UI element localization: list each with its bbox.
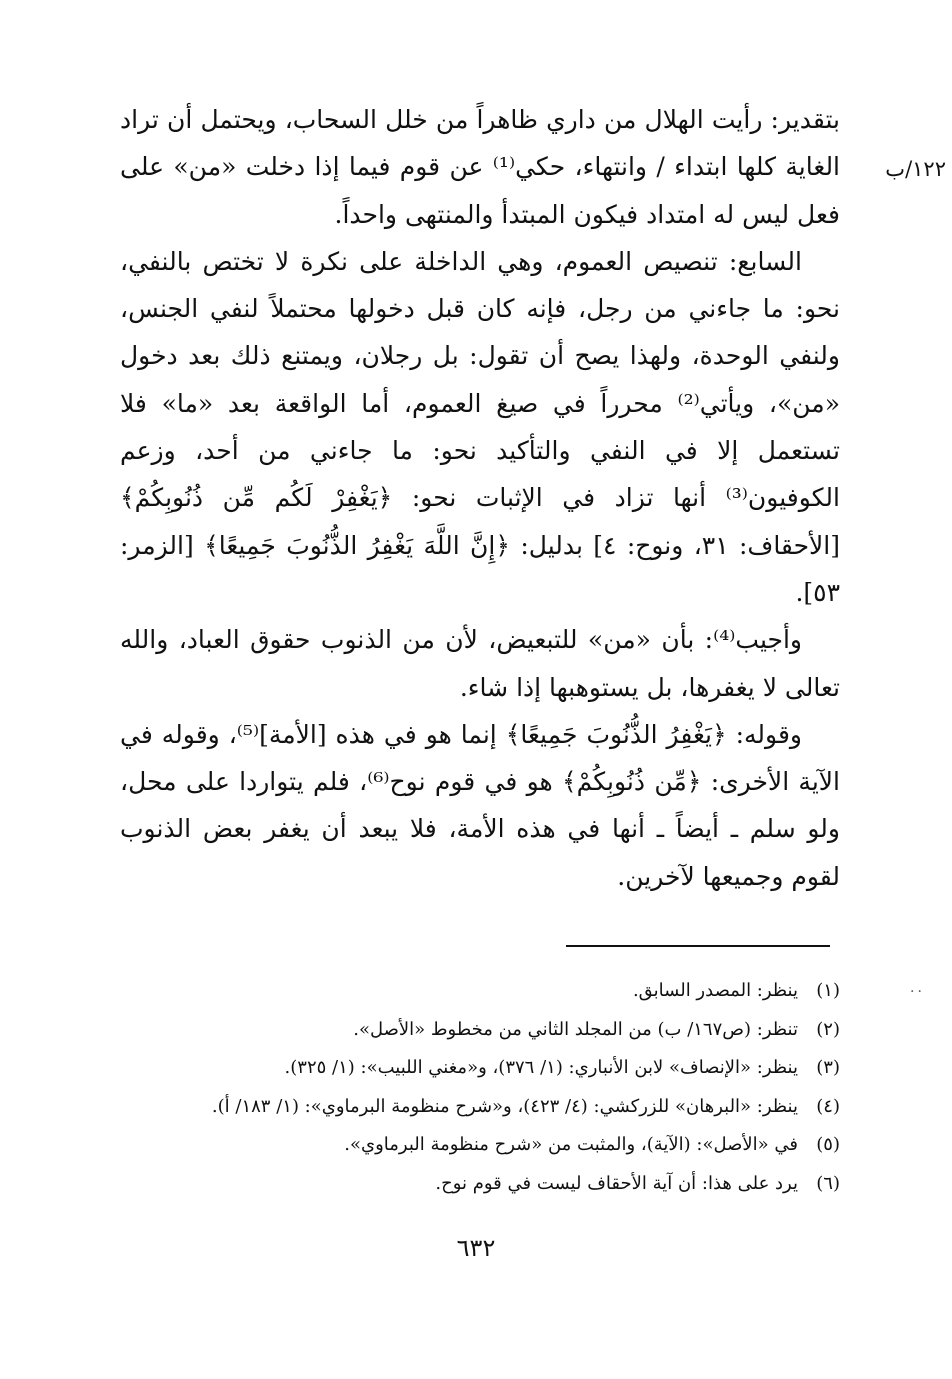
- page-number: ٦٣٢: [456, 1234, 496, 1262]
- footnote-text: ينظر: «البرهان» للزركشي: (٤/ ٤٢٣)، و«شرح منظومة البرماوي»: (١/ ١٨٣/ أ).: [211, 1095, 798, 1117]
- footnote-divider: [566, 945, 830, 947]
- paragraph-3: وأجيب⁽⁴⁾: بأن «من» للتبعيض، لأن من الذنوب حقوق العباد، والله تعالى لا يغفرها، بل يستوهبها إذا شاء.: [120, 625, 840, 702]
- footnote-number: (٥): [816, 1134, 840, 1155]
- footnote-2: [120, 1011, 840, 1050]
- paragraph-1: بتقدير: رأيت الهلال من داري ظاهراً من خلل السحاب، ويحتمل أن تراد الغاية كلها ابتداء / وانتهاء، حكي⁽¹⁾ عن قوم فيما إذا دخلت «من» على فعل ليس له امتداد فيكون المبتدأ والمنتهى واحداً.: [120, 105, 841, 229]
- footnote-5: [120, 1126, 840, 1165]
- footnote-text: يرد على هذا: أن آية الأحقاف ليست في قوم نوح.: [435, 1172, 798, 1194]
- footnote-number: (٢): [816, 1018, 840, 1040]
- footnote-text: ينظر: «الإنصاف» لابن الأنباري: (١/ ٣٧٦)، و«مغني اللبيب»: (١/ ٣٢٥).: [284, 1057, 798, 1078]
- paragraph-2: السابع: تنصيص العموم، وهي الداخلة على نكرة لا تختص بالنفي، نحو: ما جاءني من رجل، فإنه كان قبل دخولها محتملاً لنفي الجنس، ولنفي الوحدة، ولهذا يصح أن تقول: بل رجلان، ويمتنع ذلك بعد دخول «من»، ويأتي⁽²⁾ محرراً في صيغ العموم، أما الواقعة بعد «ما» فلا تستعمل إلا في النفي والتأكيد نحو: ما جاءني من أحد، وزعم الكوفيون⁽³⁾ أنها تزاد في الإثبات نحو: ﴿يَغْفِرْ لَكُم مِّن ذُنُوبِكُمْ﴾ [الأحقاف: ٣١، ونوح: ٤] بدليل: ﴿إِنَّ اللَّهَ يَغْفِرُ الذُّنُوبَ جَمِيعًا﴾ [الزمر: ٥٣].: [120, 246, 840, 607]
- footnote-text: في «الأصل»: (الآية)، والمثبت من «شرح منظومة البرماوي».: [344, 1134, 798, 1155]
- footnotes-list: [120, 972, 840, 1203]
- footnote-6: [120, 1165, 840, 1204]
- paragraph-4: وقوله: ﴿يَغْفِرُ الذُّنُوبَ جَمِيعًا﴾ إنما هو في هذه [الأمة]⁽⁵⁾، وقوله في الآية الأخرى: ﴿مِّن ذُنُوبِكُمْ﴾ هو في قوم نوح⁽⁶⁾، فلم يتواردا على محل، ولو سلم ـ أيضاً ـ أنها في هذه الأمة، فلا يبعد أن يغفر بعض الذنوب لقوم وجميعها لآخرين.: [120, 719, 841, 891]
- manuscript-folio-note: ١٢٢/ب: [885, 157, 946, 181]
- footnote-number: (٤): [816, 1095, 840, 1117]
- footnote-1: [120, 972, 840, 1011]
- footnote-3: [120, 1049, 840, 1088]
- footnote-text: تنظر: (ص١٦٧/ ب) من المجلد الثاني من مخطوط «الأصل».: [353, 1018, 798, 1040]
- footnote-number: (٣): [816, 1057, 840, 1078]
- footnote-number: (٦): [816, 1172, 840, 1194]
- footnote-text: ينظر: المصدر السابق.: [632, 980, 798, 1001]
- footnote-4: [120, 1088, 840, 1127]
- main-text-block: [120, 96, 840, 900]
- footnote-number: (١): [816, 980, 840, 1001]
- margin-dots: ..: [910, 980, 925, 996]
